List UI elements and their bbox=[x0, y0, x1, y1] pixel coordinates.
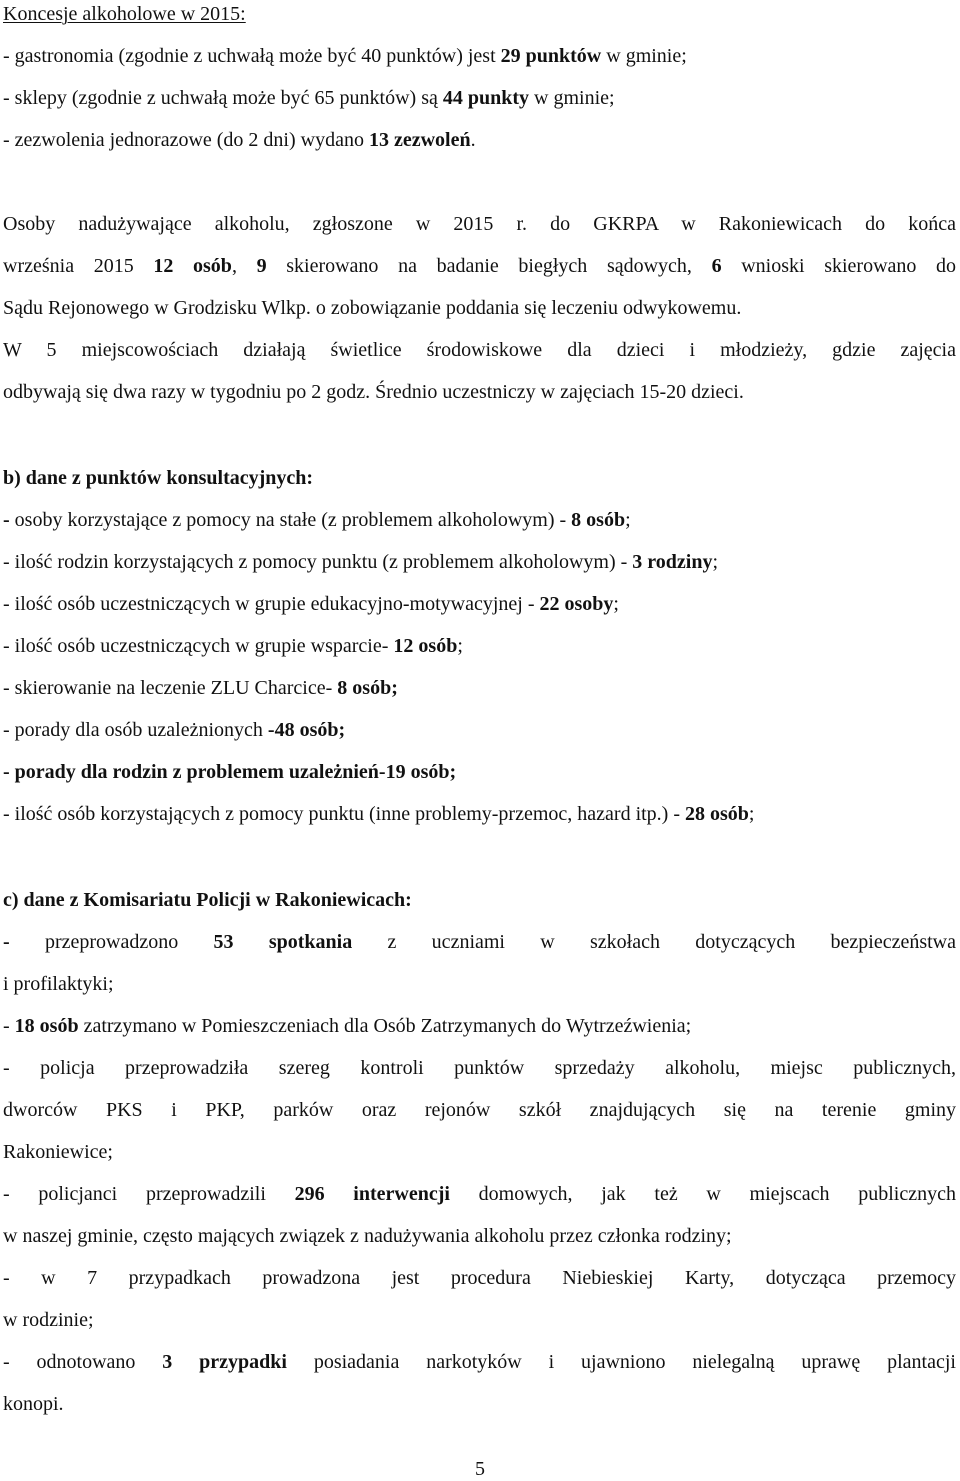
c-spotkania-line-1: - przeprowadzono 53 spotkania z uczniami w szkołach dotyczących bezpieczeństwa bbox=[3, 931, 956, 953]
b-item-2: - ilość rodzin korzystających z pomocy punktu (z problemem alkoholowym) - 3 rodziny; bbox=[3, 551, 719, 573]
c-kontrole-line-3: Rakoniewice; bbox=[3, 1141, 113, 1163]
b-item-5: - skierowanie na leczenie ZLU Charcice- 8 osób; bbox=[3, 677, 398, 699]
koncesje-zezwolenia-line: - zezwolenia jednorazowe (do 2 dni) wydano 13 zezwoleń. bbox=[3, 129, 476, 151]
c-narkotyki-line-1: - odnotowano 3 przypadki posiadania narkotyków i ujawniono nielegalną uprawę plantacji bbox=[3, 1351, 956, 1373]
section-title-c: c) dane z Komisariatu Policji w Rakoniewicach: bbox=[3, 889, 412, 911]
b-item-4: - ilość osób uczestniczących w grupie wsparcie- 12 osób; bbox=[3, 635, 463, 657]
b-item-8: - ilość osób korzystających z pomocy punktu (inne problemy-przemoc, hazard itp.) - 28 osób; bbox=[3, 803, 755, 825]
osoby-paragraph-line-3: Sądu Rejonowego w Grodzisku Wlkp. o zobowiązanie poddania się leczeniu odwykowemu. bbox=[3, 297, 742, 319]
c-niebieska-karta-line-2: w rodzinie; bbox=[3, 1309, 94, 1331]
c-kontrole-line-1: - policja przeprowadziła szereg kontroli punktów sprzedaży alkoholu, miejsc publicznych, bbox=[3, 1057, 956, 1079]
section-title-koncesje: Koncesje alkoholowe w 2015: bbox=[3, 3, 246, 25]
c-spotkania-line-2: i profilaktyki; bbox=[3, 973, 114, 995]
b-item-1: - osoby korzystające z pomocy na stałe (z problemem alkoholowym) - 8 osób; bbox=[3, 509, 631, 531]
osoby-paragraph-line-4: W 5 miejscowościach działają świetlice środowiskowe dla dzieci i młodzieży, gdzie zajęcia bbox=[3, 339, 956, 361]
c-interwencje-line-1: - policjanci przeprowadzili 296 interwencji domowych, jak też w miejscach publicznych bbox=[3, 1183, 956, 1205]
c-kontrole-line-2: dworców PKS i PKP, parków oraz rejonów szkół znajdujących się na terenie gminy bbox=[3, 1099, 956, 1121]
b-item-6: - porady dla osób uzależnionych -48 osób; bbox=[3, 719, 346, 741]
b-item-7: - porady dla rodzin z problemem uzależnień-19 osób; bbox=[3, 761, 457, 783]
c-niebieska-karta-line-1: - w 7 przypadkach prowadzona jest procedura Niebieskiej Karty, dotycząca przemocy bbox=[3, 1267, 956, 1289]
osoby-paragraph-line-5: odbywają się dwa razy w tygodniu po 2 godz. Średnio uczestniczy w zajęciach 15-20 dzieci. bbox=[3, 381, 744, 403]
c-narkotyki-line-2: konopi. bbox=[3, 1393, 64, 1415]
page-number: 5 bbox=[475, 1458, 485, 1480]
c-interwencje-line-2: w naszej gminie, często mających związek z nadużywania alkoholu przez członka rodziny; bbox=[3, 1225, 732, 1247]
osoby-paragraph-line-1: Osoby nadużywające alkoholu, zgłoszone w 2015 r. do GKRPA w Rakoniewicach do końca bbox=[3, 213, 956, 235]
koncesje-sklepy-line: - sklepy (zgodnie z uchwałą może być 65 punktów) są 44 punkty w gminie; bbox=[3, 87, 615, 109]
koncesje-gastronomia-line: - gastronomia (zgodnie z uchwałą może być 40 punktów) jest 29 punktów w gminie; bbox=[3, 45, 687, 67]
section-title-b: b) dane z punktów konsultacyjnych: bbox=[3, 467, 314, 489]
c-zatrzymania-line: - 18 osób zatrzymano w Pomieszczeniach dla Osób Zatrzymanych do Wytrzeźwienia; bbox=[3, 1015, 692, 1037]
b-item-3: - ilość osób uczestniczących w grupie edukacyjno-motywacyjnej - 22 osoby; bbox=[3, 593, 619, 615]
osoby-paragraph-line-2: września 2015 12 osób, 9 skierowano na badanie biegłych sądowych, 6 wnioski skierowano do bbox=[3, 255, 956, 277]
